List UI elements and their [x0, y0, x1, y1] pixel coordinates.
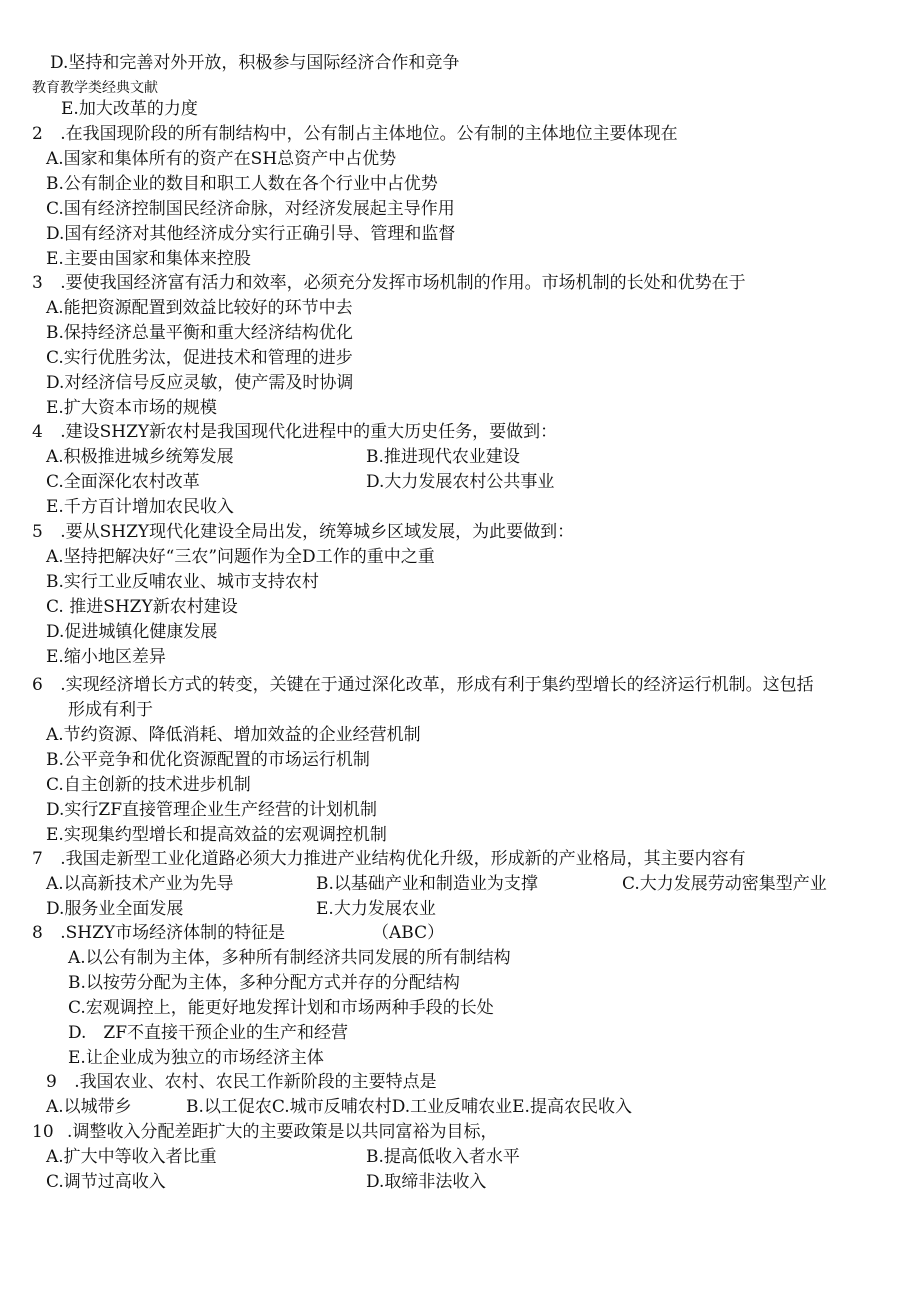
q9-option-a: A.以城带乡: [46, 1097, 132, 1117]
q6-option-e: E.实现集约型增长和提高效益的宏观调控机制: [46, 825, 387, 845]
q3-option-d: D.对经济信号反应灵敏，使产需及时协调: [46, 373, 354, 393]
question-number: 7: [32, 849, 43, 869]
question-4-stem: [32, 421, 557, 443]
q5-option-c: C. 推进SHZY新农村建设: [46, 597, 238, 617]
question-number: 9: [46, 1072, 57, 1092]
q4-option-e: E.千方百计增加农民收入: [46, 497, 234, 517]
q2-option-d: D.国有经济对其他经济成分实行正确引导、管理和监督: [46, 224, 456, 244]
q1-option-d: D.坚持和完善对外开放，积极参与国际经济合作和竞争: [50, 53, 460, 73]
q4-option-a: A.积极推进城乡统筹发展: [46, 447, 234, 467]
q6-option-d: D.实行ZF直接管理企业生产经营的计划机制: [46, 800, 378, 820]
q3-option-e: E.扩大资本市场的规模: [46, 398, 217, 418]
q5-option-a: A.坚持把解决好“三农”问题作为全D工作的重中之重: [46, 547, 435, 567]
q8-option-e: E.让企业成为独立的市场经济主体: [68, 1048, 324, 1068]
q10-option-c: C.调节过高收入: [46, 1172, 166, 1192]
question-text: .要使我国经济富有活力和效率，必须充分发挥市场机制的作用。市场机制的长处和优势在于: [60, 273, 746, 293]
q2-option-e: E.主要由国家和集体来控股: [46, 249, 251, 269]
question-text: .建设SHZY新农村是我国现代化进程中的重大历史任务，要做到：: [60, 422, 558, 442]
question-text: .调整收入分配差距扩大的主要政策是以共同富裕为目标，: [67, 1122, 498, 1142]
q8-option-d: D. ZF不直接干预企业的生产和经营: [68, 1023, 349, 1043]
question-text: .我国走新型工业化道路必须大力推进产业结构优化升级，形成新的产业格局，其主要内容有: [60, 849, 746, 869]
q8-option-c: C.宏观调控上，能更好地发挥计划和市场两种手段的长处: [68, 998, 494, 1018]
q10-option-a: A.扩大中等收入者比重: [46, 1147, 217, 1167]
question-text: .我国农业、农村、农民工作新阶段的主要特点是: [74, 1072, 437, 1092]
q5-option-d: D.促进城镇化健康发展: [46, 622, 218, 642]
q5-option-e: E.缩小地区差异: [46, 647, 166, 667]
question-number: 3: [32, 273, 43, 293]
q6-option-b: B.公平竞争和优化资源配置的市场运行机制: [46, 750, 370, 770]
question-6-stem-continued: 形成有利于: [68, 700, 153, 720]
q2-option-c: C.国有经济控制国民经济命脉，对经济发展起主导作用: [46, 199, 455, 219]
question-10-stem: [32, 1121, 497, 1143]
q7-option-a: A.以高新技术产业为先导: [46, 874, 234, 894]
question-text: .在我国现阶段的所有制结构中，公有制占主体地位。公有制的主体地位主要体现在: [60, 124, 678, 144]
question-number: 5: [32, 522, 43, 542]
document-header: 教育教学类经典文献: [32, 80, 158, 96]
question-3-stem: [32, 272, 746, 294]
question-5-stem: [32, 521, 574, 543]
question-number: 6: [32, 675, 43, 695]
question-number: 8: [32, 923, 43, 943]
q7-option-b: B.以基础产业和制造业为支撑: [316, 874, 538, 894]
question-8-stem: [32, 922, 285, 944]
q8-option-a: A.以公有制为主体，多种所有制经济共同发展的所有制结构: [68, 948, 511, 968]
q10-option-d: D.取缔非法收入: [366, 1172, 487, 1192]
q8-option-b: B.以按劳分配为主体，多种分配方式并存的分配结构: [68, 973, 460, 993]
question-9-stem: [46, 1071, 437, 1093]
question-number: 2: [32, 124, 43, 144]
q7-option-c: C.大力发展劳动密集型产业: [622, 874, 827, 894]
q4-option-c: C.全面深化农村改革: [46, 472, 200, 492]
q5-option-b: B.实行工业反哺农业、城市支持农村: [46, 572, 319, 592]
q7-option-e: E.大力发展农业: [316, 899, 436, 919]
q2-option-b: B.公有制企业的数目和职工人数在各个行业中占优势: [46, 174, 438, 194]
q9-options-rest: B.以工促农C.城市反哺农村D.工业反哺农业E.提高农民收入: [186, 1097, 632, 1117]
q4-option-d: D.大力发展农村公共事业: [366, 472, 555, 492]
question-text: .要从SHZY现代化建设全局出发，统筹城乡区域发展，为此要做到：: [60, 522, 575, 542]
q6-option-c: C.自主创新的技术进步机制: [46, 775, 251, 795]
question-text: .SHZY市场经济体制的特征是: [60, 923, 286, 943]
q3-option-a: A.能把资源配置到效益比较好的环节中去: [46, 298, 353, 318]
question-7-stem: [32, 848, 746, 870]
question-2-stem: [32, 123, 678, 145]
q3-option-b: B.保持经济总量平衡和重大经济结构优化: [46, 323, 353, 343]
q8-answer: （ABC）: [372, 923, 445, 943]
q6-option-a: A.节约资源、降低消耗、增加效益的企业经营机制: [46, 725, 421, 745]
question-text: .实现经济增长方式的转变，关键在于通过深化改革，形成有利于集约型增长的经济运行机制。这包括: [60, 675, 814, 695]
question-number: 10: [32, 1122, 54, 1142]
q7-option-d: D.服务业全面发展: [46, 899, 184, 919]
q1-option-e: E.加大改革的力度: [61, 99, 198, 119]
q10-option-b: B.提高低收入者水平: [366, 1147, 520, 1167]
q3-option-c: C.实行优胜劣汰，促进技术和管理的进步: [46, 348, 353, 368]
question-6-stem: [32, 674, 814, 696]
q4-option-b: B.推进现代农业建设: [366, 447, 520, 467]
q2-option-a: A.国家和集体所有的资产在SH总资产中占优势: [46, 149, 397, 169]
question-number: 4: [32, 422, 43, 442]
